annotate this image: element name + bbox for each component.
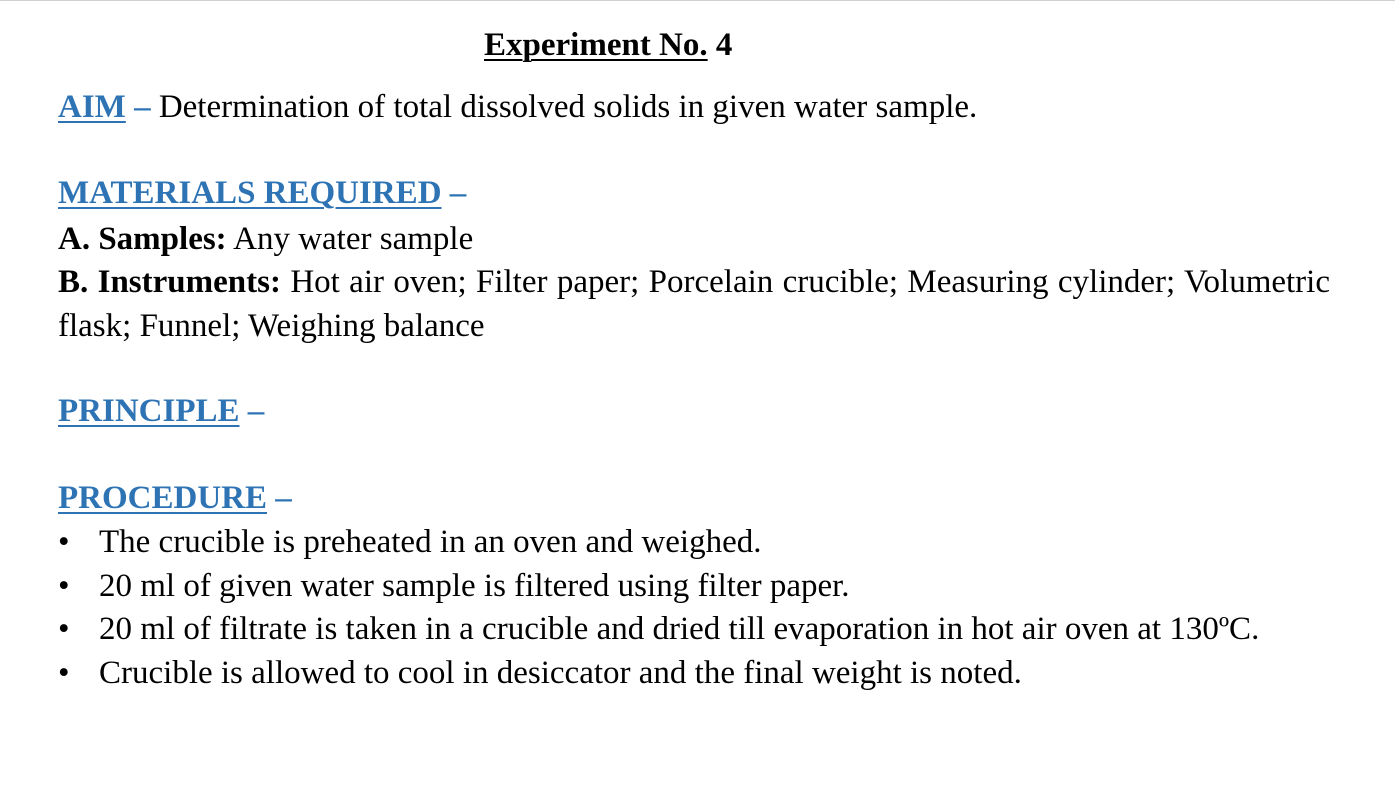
principle-heading-line	[58, 391, 264, 431]
procedure-heading-line	[58, 478, 292, 518]
procedure-step-text: 20 ml of given water sample is filtered using filter paper.	[99, 567, 850, 604]
bullet-icon: •	[58, 611, 70, 647]
title-number: 4	[715, 27, 733, 63]
materials-heading-line	[58, 173, 466, 213]
title-text: Experiment No.	[484, 27, 708, 63]
list-item	[58, 652, 1330, 696]
samples-label: A. Samples:	[58, 221, 227, 257]
bullet-icon: •	[58, 524, 70, 560]
materials-dash: –	[449, 175, 467, 211]
procedure-list	[58, 521, 1330, 695]
procedure-heading: PROCEDURE	[58, 480, 268, 516]
list-item	[58, 608, 1330, 652]
aim-dash: –	[134, 89, 151, 125]
instruments-label: B. Instruments:	[58, 264, 281, 300]
bullet-icon: •	[58, 654, 70, 691]
principle-dash: –	[247, 393, 265, 429]
bullet-icon: •	[58, 567, 70, 604]
samples-text: Any water sample	[233, 221, 474, 257]
aim-heading: AIM	[58, 89, 126, 125]
procedure-step-text: 20 ml of filtrate is taken in a crucible and dried till evaporation in hot air oven at 130ºC.	[99, 611, 1260, 647]
principle-heading: PRINCIPLE	[58, 393, 240, 429]
instruments-paragraph	[58, 260, 1330, 348]
procedure-dash: –	[275, 480, 292, 516]
instruments-text: Hot air oven; Filter paper; Porcelain crucible; Measuring cylinder; Volumetric flask; Funnel; Weighing balance	[58, 264, 1330, 344]
aim-text: Determination of total dissolved solids in given water sample.	[158, 89, 978, 125]
procedure-step-text: The crucible is preheated in an oven and weighed.	[99, 524, 762, 560]
aim-line	[58, 87, 977, 127]
list-item	[58, 521, 1330, 565]
page-title	[484, 25, 732, 65]
list-item	[58, 565, 1330, 609]
procedure-step-text: Crucible is allowed to cool in desiccator and the final weight is noted.	[99, 654, 1022, 691]
materials-heading: MATERIALS REQUIRED	[58, 175, 442, 211]
samples-line	[58, 217, 473, 261]
